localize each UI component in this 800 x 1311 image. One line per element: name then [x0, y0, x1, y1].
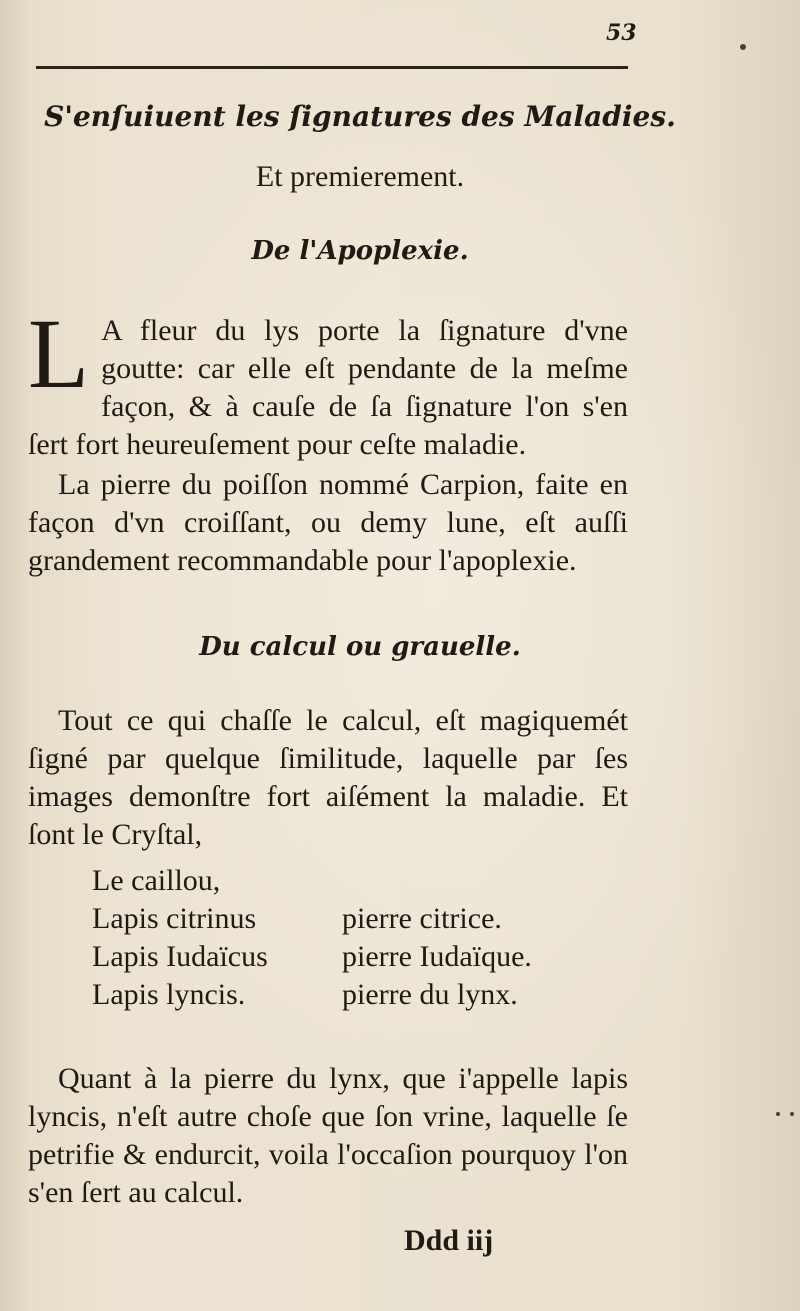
list-item — [92, 938, 612, 976]
list-item-french: pierre du lynx. — [342, 978, 518, 1011]
list-item — [92, 900, 612, 938]
list-item-latin: Lapis lyncis. — [92, 978, 246, 1011]
ink-speck — [740, 44, 746, 50]
paragraph-lys-text: A fleur du lys porte la ſignature d'vne goutte: car elle eſt pendante de la meſme façon, & à cauſe de ſa ſignature l'on s'en ſert fort heureuſement pour ceſte maladie. — [28, 314, 628, 461]
list-item-french — [342, 862, 612, 900]
list-item-french: pierre Iudaïque. — [342, 940, 532, 973]
list-item-french: pierre citrice. — [342, 902, 502, 935]
list-item — [92, 976, 612, 1014]
stone-list — [92, 862, 612, 1014]
section-title-calcul: Du calcul ou grauelle. — [199, 632, 521, 662]
chapter-subheading: Et premierement. — [255, 160, 465, 193]
folio-number: 53 — [606, 20, 637, 46]
chapter-heading: S'enſuiuent les ſignatures des Maladies. — [44, 100, 676, 133]
ink-speck — [790, 1112, 794, 1116]
list-item-latin: Lapis Iudaïcus — [92, 940, 268, 973]
header-rule — [36, 66, 628, 69]
section-title-apoplexie: De l'Apoplexie. — [251, 236, 469, 266]
paragraph-lynx: Quant à la pierre du lynx, que i'appelle lapis lyncis, n'eſt autre choſe que ſon vrine, laquelle ſe petrifie & endurcit, voila l'occaſion pourquoy l'on s'en ſert au calcul. — [28, 1062, 628, 1209]
paragraph-lys — [28, 298, 628, 464]
signature-mark: Ddd iij — [404, 1224, 494, 1257]
ink-speck — [776, 1112, 780, 1116]
list-item — [92, 862, 612, 900]
list-item-latin: Le caillou, — [92, 864, 221, 897]
list-item-latin: Lapis citrinus — [92, 902, 257, 935]
paragraph-carpion: La pierre du poiſſon nommé Carpion, faite en façon d'vn croiſſant, ou demy lune, eſt auſſi grandement recommandable pour l'apoplexie. — [28, 468, 628, 577]
paragraph-calcul: Tout ce qui chaſſe le calcul, eſt magiquemét ſigné par quelque ſimilitude, laquelle par ſes images demonſtre fort aiſément la maladie. Et ſont le Cryſtal, — [28, 704, 628, 851]
drop-capital: L — [28, 298, 90, 409]
